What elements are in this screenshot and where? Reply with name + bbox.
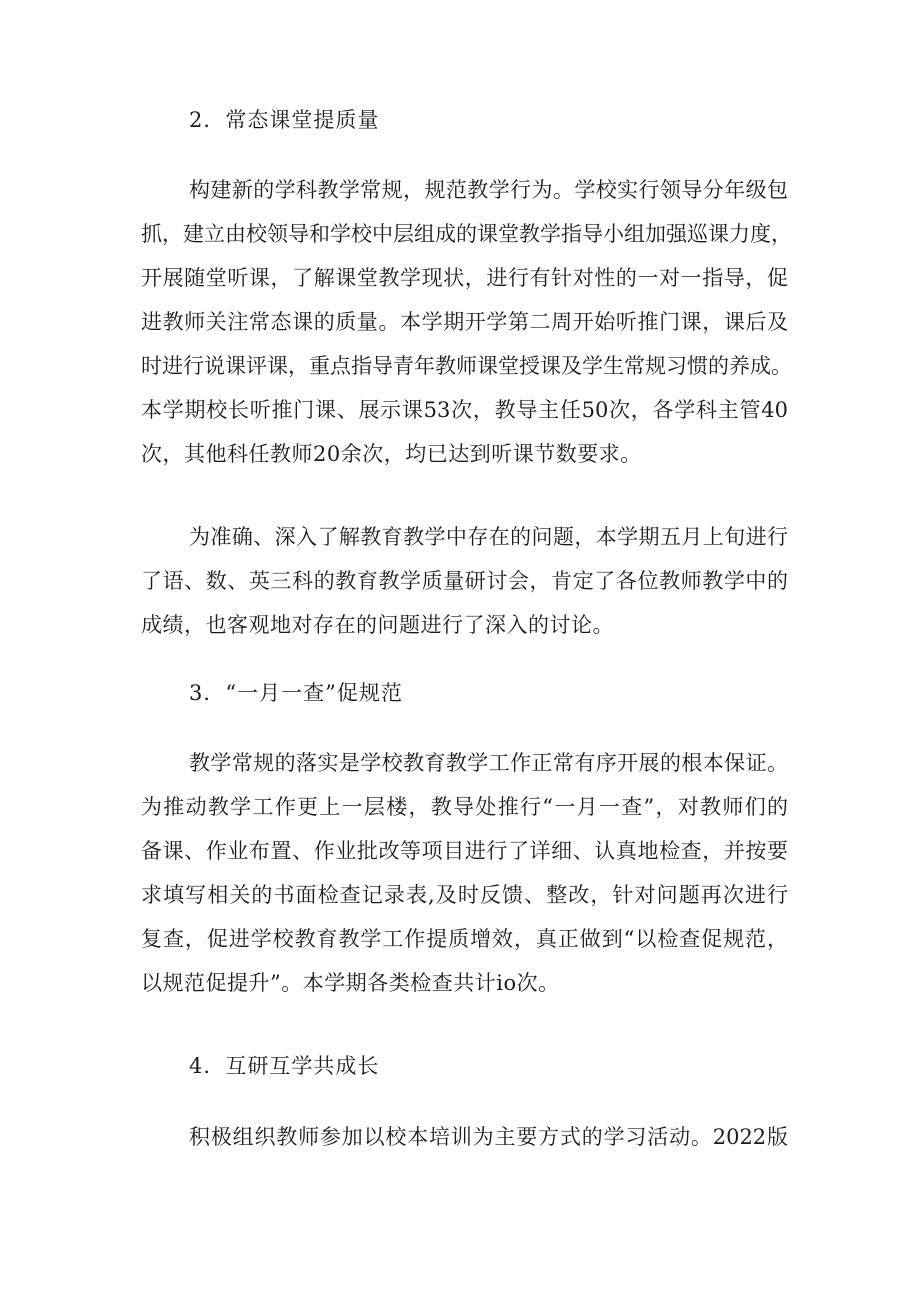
paragraph-line: 次，其他科任教师20余次，均已达到听课节数要求。 — [141, 442, 642, 466]
paragraph-line: 成绩，也客观地对存在的问题进行了深入的讨论。 — [141, 613, 614, 637]
paragraph-line: 积极组织教师参加以校本培训为主要方式的学习活动。2022版 — [189, 1125, 788, 1149]
paragraph-line: 开展随堂听课，了解课堂教学现状，进行有针对性的一对一指导，促 — [141, 266, 788, 290]
paragraph-line: 为准确、深入了解教育教学中存在的问题，本学期五月上旬进行 — [189, 525, 788, 549]
paragraph-line: 教学常规的落实是学校教育教学工作正常有序开展的根本保证。 — [189, 751, 788, 775]
paragraph-line: 为推动教学工作更上一层楼，教导处推行“一月一查”，对教师们的 — [141, 795, 788, 819]
paragraph-line: 了语、数、英三科的教育教学质量研讨会，肯定了各位教师教学中的 — [141, 569, 788, 593]
paragraph-line: 进教师关注常态课的质量。本学期开学第二周开始听推门课，课后及 — [141, 310, 788, 334]
section-heading-2: 2．常态课堂提质量 — [189, 108, 380, 132]
paragraph-line: 时进行说课评课，重点指导青年教师课堂授课及学生常规习惯的养成。 — [141, 354, 792, 378]
section-heading-3: 3．“一月一查”促规范 — [189, 681, 403, 705]
paragraph-line: 备课、作业布置、作业批改等项目进行了详细、认真地检查，并按要 — [141, 839, 788, 863]
paragraph-line: 以规范促提升”。本学期各类检查共计io次。 — [141, 971, 560, 995]
paragraph-line: 构建新的学科教学常规，规范教学行为。学校实行领导分年级包 — [189, 178, 788, 202]
paragraph-line: 求填写相关的书面检查记录表,及时反馈、整改，针对问题再次进行 — [141, 883, 788, 907]
section-heading-4: 4．互研互学共成长 — [189, 1054, 380, 1078]
paragraph-line: 复查，促进学校教育教学工作提质增效，真正做到“以检查促规范， — [141, 927, 788, 951]
paragraph-line: 本学期校长听推门课、展示课53次，教导主任50次，各学科主管40 — [141, 398, 788, 422]
paragraph-line: 抓，建立由校领导和学校中层组成的课堂教学指导小组加强巡课力度， — [141, 222, 792, 246]
